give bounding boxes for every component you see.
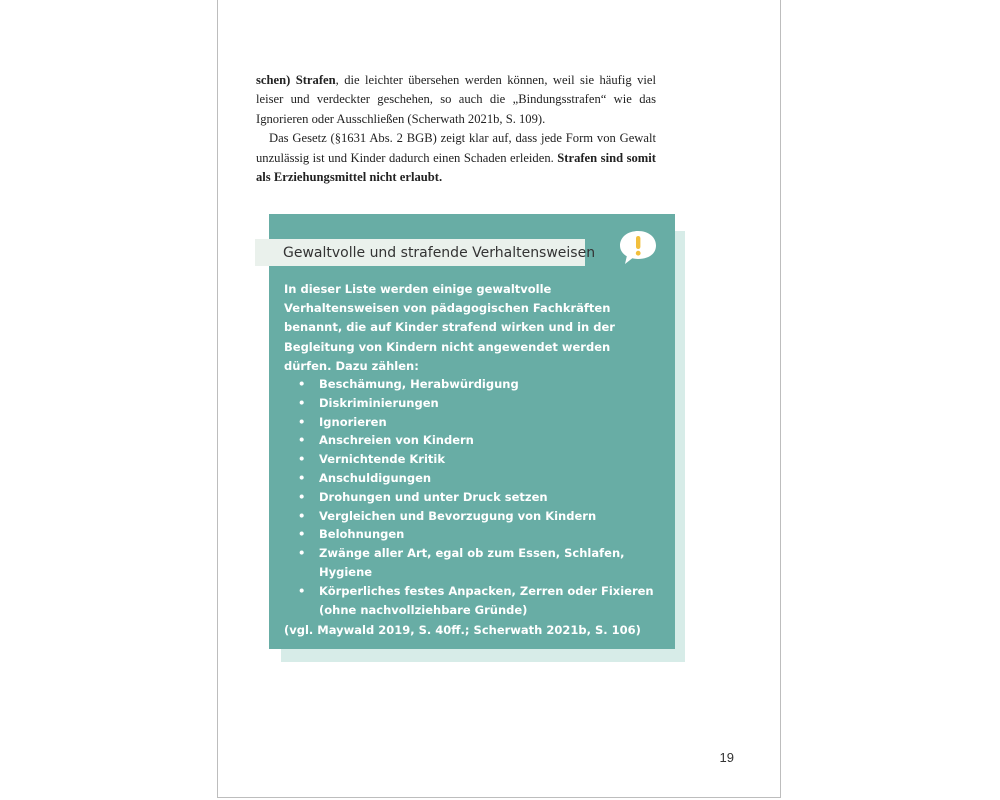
list-item <box>284 375 654 394</box>
info-box-source: (vgl. Maywald 2019, S. 40ff.; Scherwath 2021b, S. 106) <box>284 623 641 637</box>
bullet: • <box>298 470 306 485</box>
bullet: • <box>298 377 306 391</box>
bullet: • <box>298 414 306 429</box>
bullet: • <box>298 583 306 598</box>
list-item <box>284 544 654 582</box>
list-item <box>284 394 654 413</box>
info-box-title: Gewaltvolle und strafende Verhaltensweisen <box>283 245 596 261</box>
list-item-text: Zwänge aller Art, egal ob zum Essen, Schlafen, Hygiene <box>319 546 625 579</box>
list-item-text: Anschuldigungen <box>319 470 432 485</box>
bullet: • <box>298 433 306 448</box>
bullet: • <box>298 546 306 561</box>
list-item <box>284 582 654 620</box>
exclamation-speech-bubble-icon <box>617 228 659 268</box>
paragraph-1-bold: schen) Strafen <box>256 73 336 87</box>
list-item <box>284 488 654 507</box>
list-item <box>284 431 654 450</box>
list-item <box>284 525 654 544</box>
list-item <box>284 507 654 526</box>
page-number: 19 <box>719 750 734 765</box>
list-item-text: Körperliches festes Anpacken, Zerren oder Fixieren (ohne nachvollziehbare Gründe) <box>319 583 654 617</box>
body-text <box>256 71 656 187</box>
list-item-text: Belohnungen <box>319 527 405 542</box>
paragraph-2-text: Das Gesetz (§1631 Abs. 2 BGB) zeigt klar auf, dass jede Form von Gewalt unzulässig ist und Kinder dadurch einen Schaden erleiden. <box>256 131 656 165</box>
behavior-list <box>284 375 654 619</box>
list-item-text: Diskriminierungen <box>319 395 439 410</box>
bullet: • <box>298 452 306 467</box>
paragraph-2-bold: Strafen sind somit als Erziehungsmittel nicht erlaubt. <box>256 150 656 185</box>
bullet: • <box>298 489 306 504</box>
list-item <box>284 450 654 469</box>
list-item-text: Beschämung, Herabwürdigung <box>319 377 519 391</box>
paragraph-1-text: , die leichter übersehen werden können, weil sie häufig viel leiser und verdeckter geschehen, so auch die „Bindungsstrafen“ wie das Ignorieren oder Ausschließen (Scherwath 2021b, S. 109). <box>256 73 656 126</box>
list-item <box>284 413 654 432</box>
list-item-text: Vergleichen und Bevorzugung von Kindern <box>319 508 597 523</box>
list-item <box>284 469 654 488</box>
list-item-text: Anschreien von Kindern <box>319 433 474 448</box>
paragraph-1 <box>256 71 656 129</box>
bullet: • <box>298 527 306 542</box>
info-box-intro: In dieser Liste werden einige gewaltvolle Verhaltensweisen von pädagogischen Fachkräften benannt, die auf Kinder strafend wirken und in der Begleitung von Kindern nicht angewendet werden dürfen. Dazu zählen: <box>284 282 615 373</box>
bullet: • <box>298 508 306 523</box>
list-item-text: Vernichtende Kritik <box>319 452 446 467</box>
paragraph-2 <box>256 129 656 187</box>
bullet: • <box>298 395 306 410</box>
list-item-text: Ignorieren <box>319 414 387 429</box>
list-item-text: Drohungen und unter Druck setzen <box>319 489 548 504</box>
